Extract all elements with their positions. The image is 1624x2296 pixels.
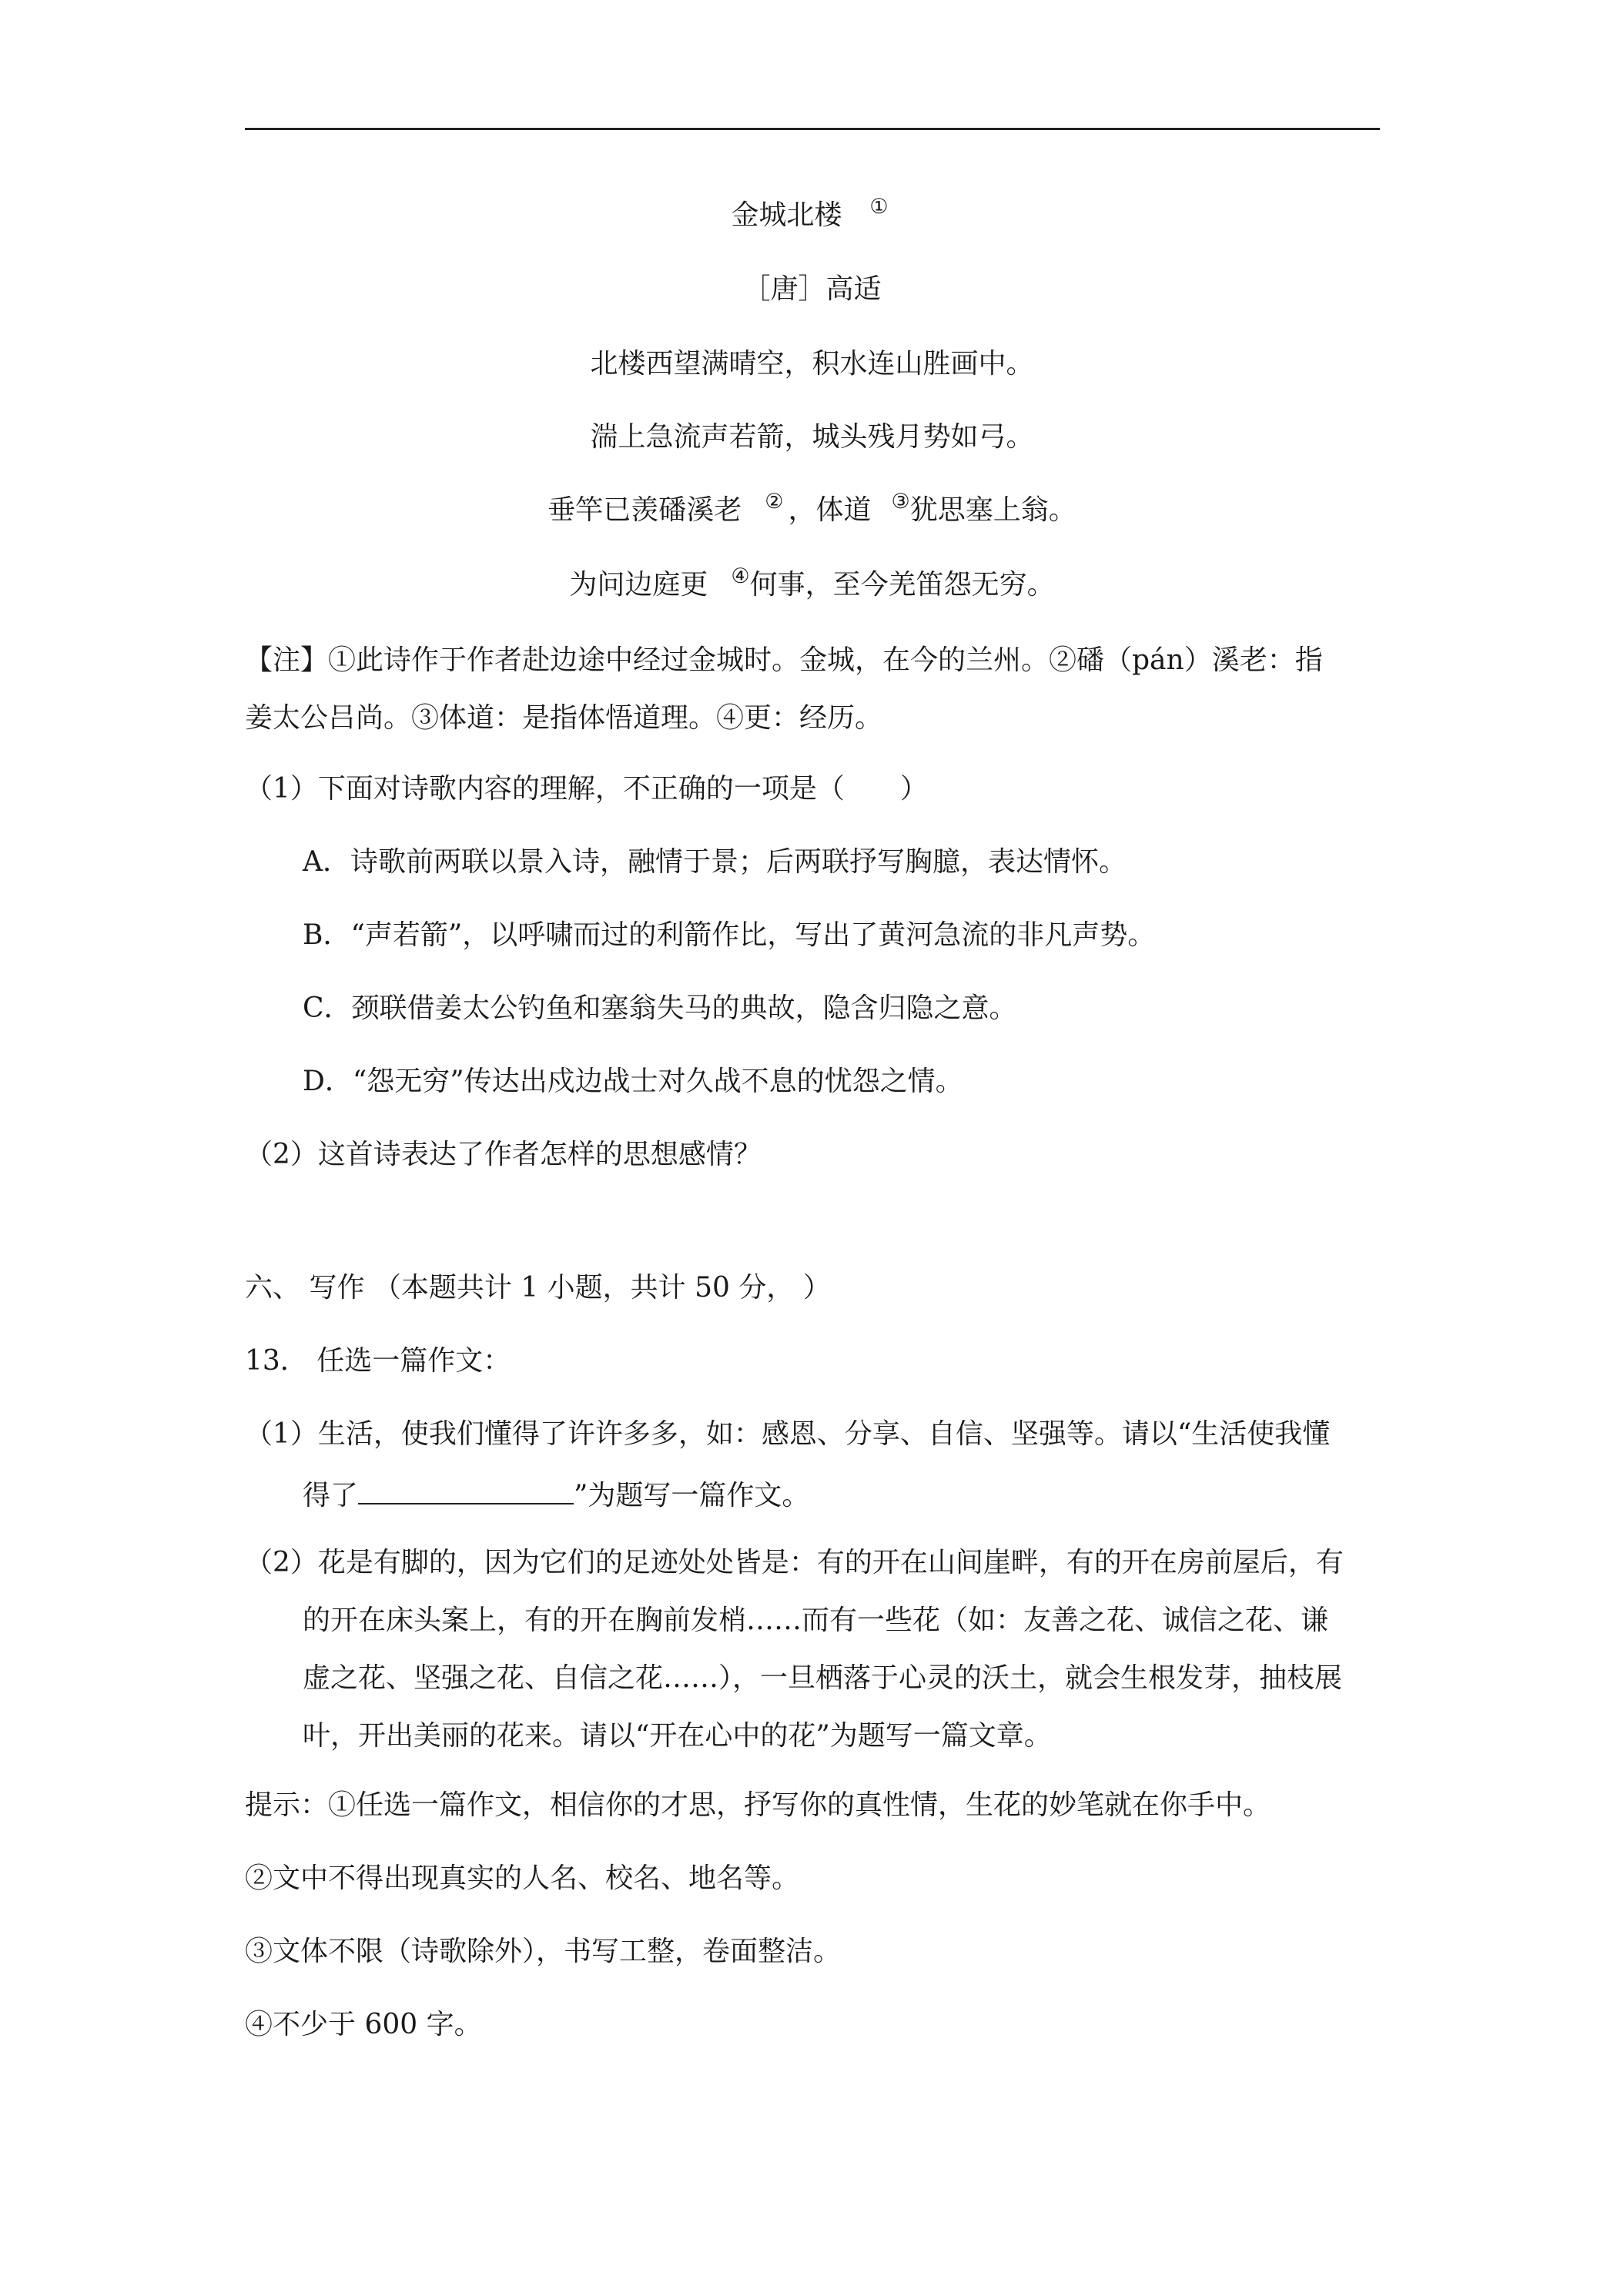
poem-line-4 [0,564,1624,601]
tip-4: ④不少于 600 字。 [245,2009,482,2040]
poem-line-1: 北楼西望满晴空，积水连山胜画中。 [590,348,1034,380]
poem-title-line [0,195,1624,231]
poem-author: ［唐］高适 [742,273,882,305]
q1-stem: （1）下面对诗歌内容的理解，不正确的一项是（ ） [245,773,928,805]
topic-2-line-4: 叶，开出美丽的花来。请以“开在心中的花”为题写一篇文章。 [303,1720,1052,1752]
poem-line-3-note-2: ③ [891,490,910,514]
topic-1-text-a: 得了 [303,1480,359,1511]
q1-option-c: C．颈联借姜太公钓鱼和塞翁失马的典故，隐含归隐之意。 [303,992,1017,1024]
poem-line-2: 湍上急流声若箭，城头残月势如弓。 [590,421,1034,453]
poem-title: 金城北楼 [731,199,842,231]
poem-line-4-part-b: 何事，至今羌笛怨无穷。 [749,569,1055,601]
poem-line-4-part-a: 为问边庭更 [569,569,708,601]
header-rule [245,128,1380,130]
tip-2: ②文中不得出现真实的人名、校名、地名等。 [245,1863,800,1894]
topic-2-line-1: （2）花是有脚的，因为它们的足迹处处皆是：有的开在山间崖畔，有的开在房前屋后，有 [245,1547,1344,1578]
q1-option-b: B．“声若箭”，以呼啸而过的利箭作比，写出了黄河急流的非凡声势。 [303,919,1156,951]
topic-1-line-2 [303,1478,809,1510]
q1-option-a: A．诗歌前两联以景入诗，融情于景；后两联抒写胸臆，表达情怀。 [303,846,1127,878]
poem-line-3-note-1: ② [765,490,784,514]
q2-stem: （2）这首诗表达了作者怎样的思想感情？ [245,1139,762,1170]
poem-line-3-part-c: 犹思塞上翁。 [909,494,1077,526]
answer-blank [358,1478,574,1504]
tip-1: 提示：①任选一篇作文，相信你的才思，抒写你的真性情，生花的妙笔就在你手中。 [245,1789,1271,1821]
tip-3: ③文体不限（诗歌除外），书写工整，卷面整洁。 [245,1936,842,1967]
topic-1-line-1: （1）生活，使我们懂得了许许多多，如：感恩、分享、自信、坚强等。请以“生活使我懂 [245,1418,1331,1450]
question-13: 13． 任选一篇作文： [245,1345,511,1377]
notes-line-1: 【注】①此诗作于作者赴边途中经过金城时。金城，在今的兰州。②磻（pán）溪老：指 [245,644,1323,676]
poem-line-3 [0,490,1624,526]
topic-1-text-b: ”为题写一篇作文。 [574,1480,810,1511]
poem-line-3-part-b: ，体道 [788,494,872,526]
topic-2-line-2: 的开在床头案上，有的开在胸前发梢……而有一些花（如：友善之花、诚信之花、谦 [303,1605,1329,1636]
section-6-heading: 六、 写作 （本题共计 1 小题，共计 50 分， ） [245,1272,831,1304]
poem-line-3-part-a: 垂竿已羡磻溪老 [547,494,742,526]
poem-title-note: ① [869,195,889,219]
poem-line-4-note: ④ [731,564,750,588]
q1-option-d: D．“怨无穷”传达出戍边战士对久战不息的忧怨之情。 [303,1066,963,1097]
notes-line-2: 姜太公吕尚。③体道：是指体悟道理。④更：经历。 [245,702,883,734]
topic-2-line-3: 虚之花、坚强之花、自信之花……），一旦栖落于心灵的沃土，就会生根发芽，抽枝展 [303,1662,1343,1694]
